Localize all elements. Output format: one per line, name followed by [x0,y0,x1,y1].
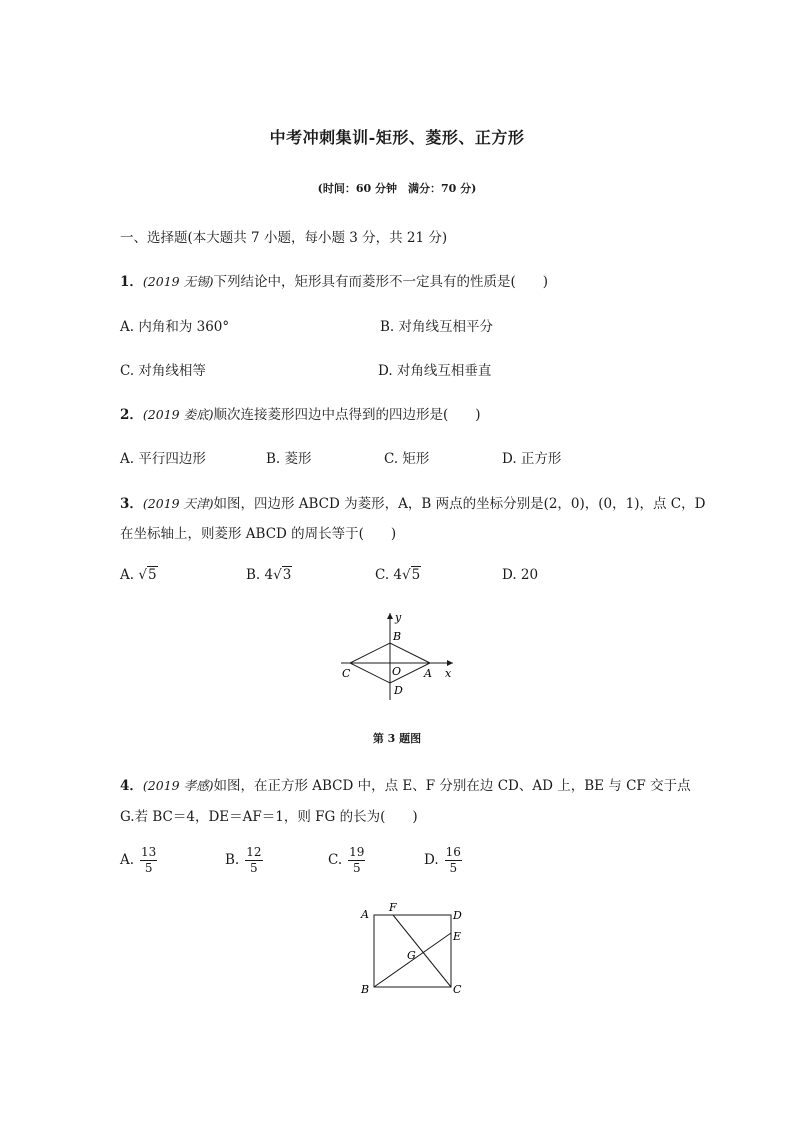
label-d: D [394,684,403,697]
q4-option-d: D. $\frac{16}{5}$ [424,845,461,875]
q3-option-d: D. 20 [502,567,539,583]
label-o: O [392,665,402,678]
fraction: $\frac{16}{5}$ [445,845,461,875]
q1-option-a: A. 内角和为 360° [120,319,230,335]
q4-square-figure [355,900,470,1000]
q3-option-b: B. 4√3 [246,567,292,583]
label-c: C [342,667,351,680]
question-text: 如图，四边形 ABCD 为菱形，A，B 两点的坐标分别是(2，0)，(0，1)，点 C，D [213,496,706,512]
question-source: (2019 天津) [142,496,214,511]
exam-info: (时间：60 分钟 满分：70 分) [317,182,477,195]
question-source: (2019 无锡) [142,274,214,289]
q2-option-c: C. 矩形 [384,451,430,467]
question-number: 2． [120,407,143,423]
page-title: 中考冲刺集训-矩形、菱形、正方形 [269,128,525,147]
question-4 [120,774,691,794]
question-number: 4． [120,778,143,794]
label-g: G [407,949,416,962]
question-text: 顺次连接菱形四边中点得到的四边形是( ) [213,407,481,423]
question-source: (2019 孝感) [142,778,214,793]
label-b: B [393,630,402,643]
question-source: (2019 娄底) [142,407,214,422]
figure-3-caption: 第 3 题图 [372,732,422,745]
question-number: 3． [120,496,143,512]
label-x: x [445,667,452,680]
label-y: y [395,611,402,624]
label-e: E [453,930,462,943]
segment-cf [393,915,451,987]
section-heading: 一、选择题(本大题共 7 小题，每小题 3 分，共 21 分) [120,230,448,246]
question-3-continued: 在坐标轴上，则菱形 ABCD 的周长等于( ) [120,526,397,542]
question-1 [120,270,548,290]
question-3 [120,492,705,512]
q3-option-c: C. 4√5 [375,567,421,583]
label-b: B [361,983,370,996]
fraction: $\frac{13}{5}$ [141,845,157,875]
label-a: A [361,908,369,921]
q4-option-c: C. $\frac{19}{5}$ [328,845,365,875]
q2-option-a: A. 平行四边形 [120,451,206,467]
sqrt-symbol: √5 [402,567,421,583]
q4-option-a: A. $\frac{13}{5}$ [120,845,157,875]
label-a: A [424,667,432,680]
q2-option-b: B. 菱形 [266,451,312,467]
label-c: C [453,983,462,996]
fraction: $\frac{12}{5}$ [246,845,262,875]
question-text: 下列结论中，矩形具有而菱形不一定具有的性质是( ) [213,274,548,290]
q4-option-b: B. $\frac{12}{5}$ [225,845,262,875]
q1-option-b: B. 对角线互相平分 [380,319,494,335]
question-2 [120,403,481,423]
question-4-continued: G.若 BC＝4，DE＝AF＝1，则 FG 的长为( ) [120,809,418,825]
q3-rhombus-figure [335,605,465,705]
sqrt-symbol: √5 [138,567,157,583]
sqrt-symbol: √3 [273,567,292,583]
question-text: 如图，在正方形 ABCD 中，点 E、F 分别在边 CD、AD 上，BE 与 CF 交于点 [213,778,691,794]
question-number: 1． [120,274,143,290]
fraction: $\frac{19}{5}$ [349,845,365,875]
q3-option-a: A. √5 [120,567,157,583]
q1-option-c: C. 对角线相等 [120,363,206,379]
label-f: F [389,901,397,914]
q2-option-d: D. 正方形 [502,451,562,467]
label-d: D [453,909,462,922]
q1-option-d: D. 对角线互相垂直 [378,363,492,379]
